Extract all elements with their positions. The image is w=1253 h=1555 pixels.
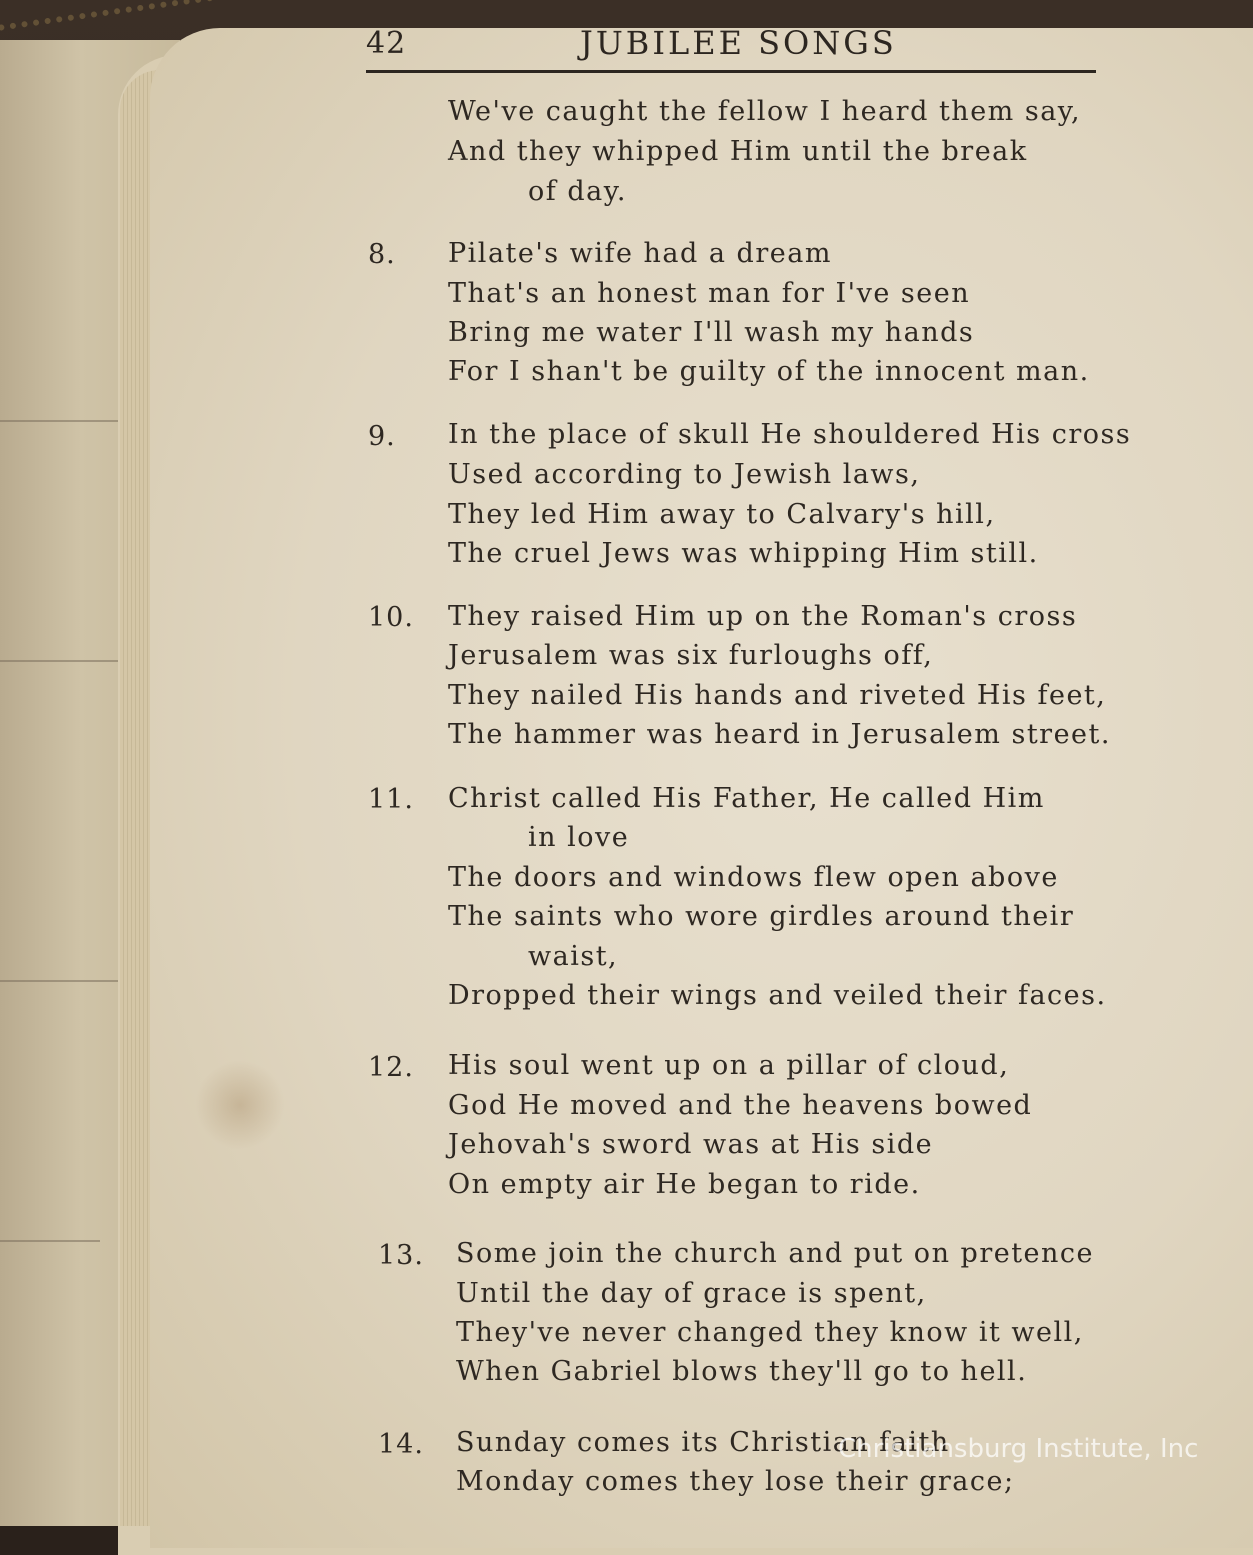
verse-line: God He moved and the heavens bowed	[448, 1090, 1033, 1121]
verse-line: Christ called His Father, He called Him	[448, 783, 1045, 814]
verse-line: Jehovah's sword was at His side	[448, 1129, 934, 1160]
verse-line: Dropped their wings and veiled their faces.	[448, 980, 1107, 1011]
verse-line: That's an honest man for I've seen	[448, 278, 971, 309]
verse-line: of day.	[528, 176, 627, 207]
verse-line: And they whipped Him until the break	[448, 136, 1028, 167]
verse-line: They raised Him up on the Roman's cross	[448, 601, 1078, 632]
watermark: Christiansburg Institute, Inc	[838, 1434, 1199, 1464]
paper-crack	[0, 660, 120, 662]
verse-line: The doors and windows flew open above	[448, 862, 1059, 893]
verse-line: Pilate's wife had a dream	[448, 238, 832, 269]
verse-number: 9.	[368, 421, 396, 452]
verse-line: in love	[528, 822, 630, 853]
verse-number: 8.	[368, 239, 396, 270]
verse-line: For I shan't be guilty of the innocent man.	[448, 356, 1090, 387]
page-number: 42	[366, 26, 407, 61]
verse-line: Sunday comes its Christian faith	[456, 1427, 950, 1458]
verse-number: 11.	[368, 784, 414, 815]
verse-line: The cruel Jews was whipping Him still.	[448, 538, 1039, 569]
verse-line: They've never changed they know it well,	[456, 1317, 1084, 1348]
verse-line: On empty air He began to ride.	[448, 1169, 921, 1200]
verse-line: The saints who wore girdles around their	[448, 901, 1075, 932]
running-title: JUBILEE SONGS	[580, 24, 897, 62]
page-header	[366, 24, 1096, 73]
verse-number: 14.	[378, 1429, 424, 1460]
verse-line: When Gabriel blows they'll go to hell.	[456, 1356, 1028, 1387]
verse-line: They nailed His hands and riveted His feet,	[448, 680, 1107, 711]
verse-line: They led Him away to Calvary's hill,	[448, 499, 996, 530]
verse-line: waist,	[528, 941, 619, 972]
verse-line: Jerusalem was six furloughs off,	[448, 640, 934, 671]
verse-line: In the place of skull He shouldered His cross	[448, 419, 1132, 450]
verse-number: 10.	[368, 602, 414, 633]
verse-line: We've caught the fellow I heard them say,	[448, 96, 1082, 127]
verse-line: His soul went up on a pillar of cloud,	[448, 1050, 1010, 1081]
paper-crack	[0, 1240, 100, 1242]
verse-line: Used according to Jewish laws,	[448, 459, 921, 490]
verse-number: 13.	[378, 1240, 424, 1271]
verse-number: 12.	[368, 1052, 414, 1083]
verse-line: Monday comes they lose their grace;	[456, 1466, 1015, 1497]
verse-line: The hammer was heard in Jerusalem street.	[448, 719, 1111, 750]
verse-line: Some join the church and put on pretence	[456, 1238, 1095, 1269]
verse-line: Until the day of grace is spent,	[456, 1278, 927, 1309]
verse-line: Bring me water I'll wash my hands	[448, 317, 975, 348]
paper-stain	[195, 1060, 285, 1150]
